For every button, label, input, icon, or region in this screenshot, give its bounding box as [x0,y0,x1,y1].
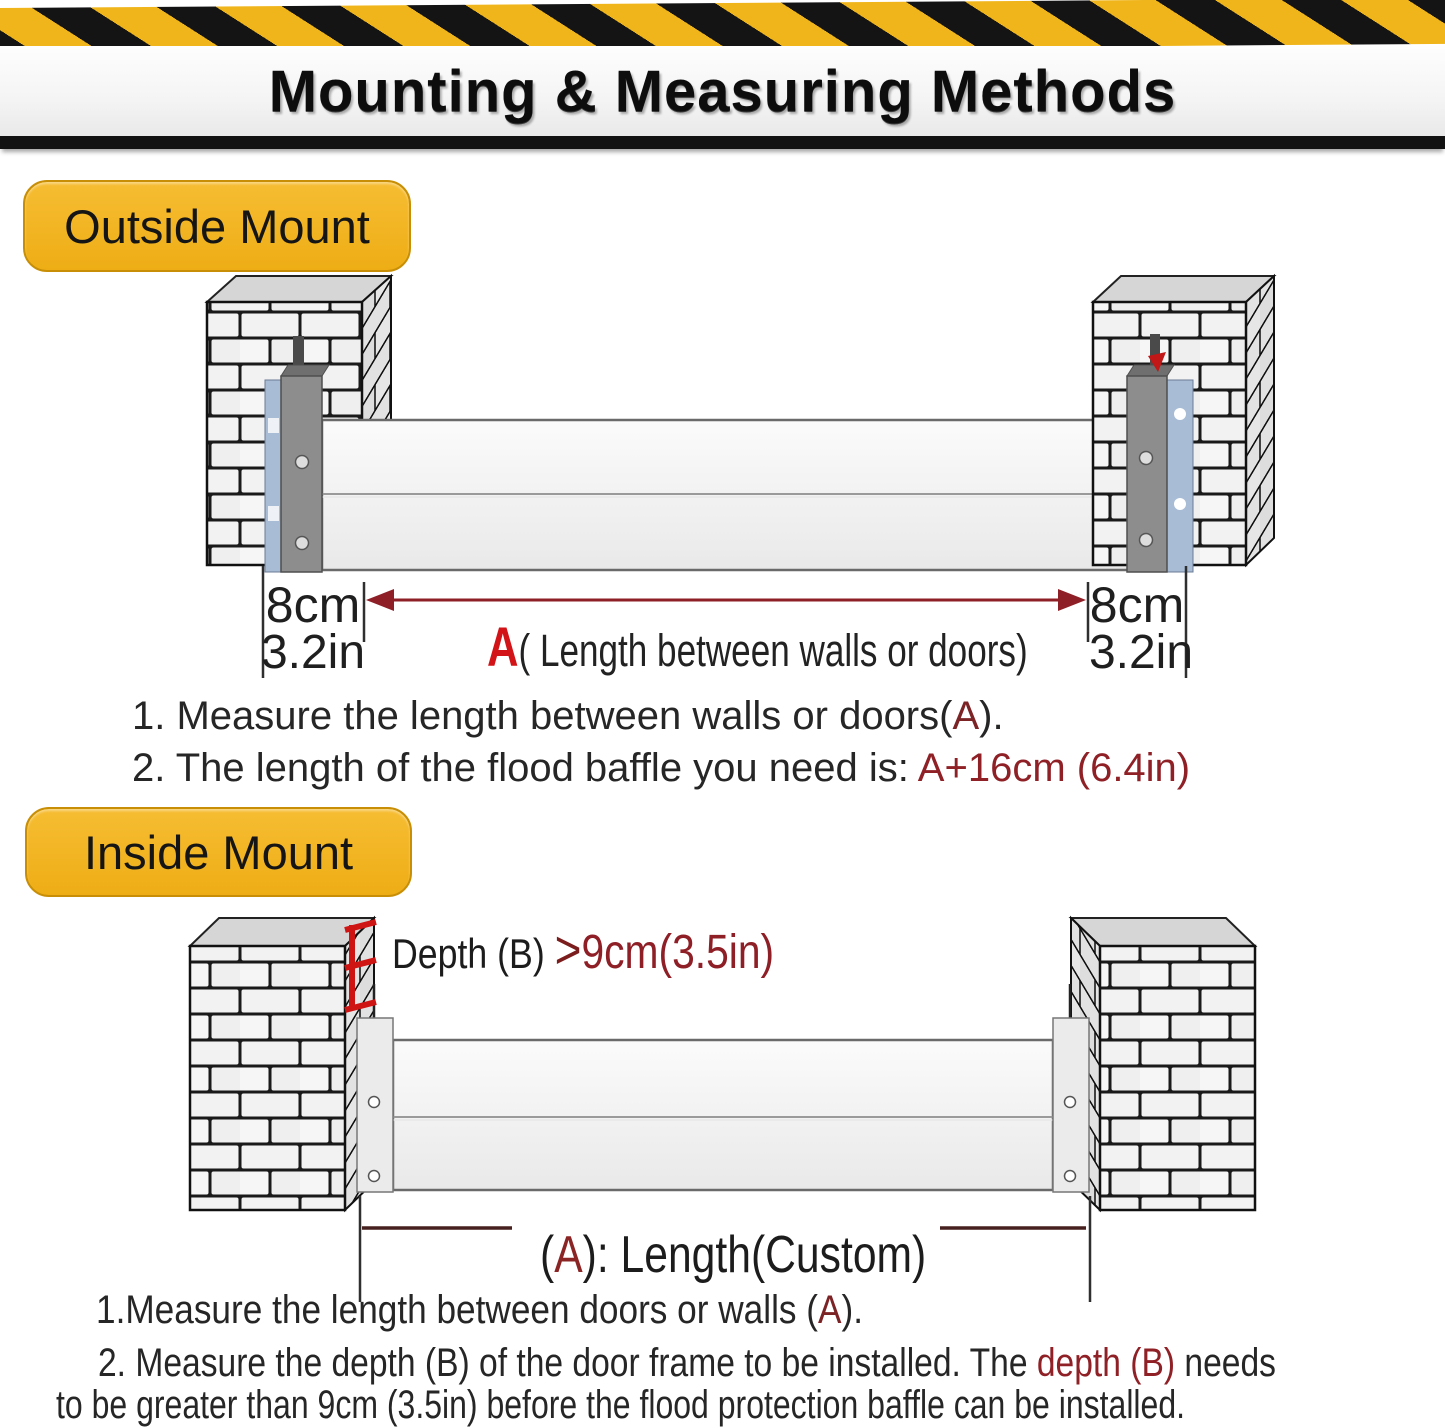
pillar-front-face [207,302,362,565]
depth-label: Depth (B) >9cm(3.5in) [392,919,775,980]
pillar-side-face [1071,918,1100,1210]
red-pointer-icon [1148,352,1166,372]
inside-barrier-panels [393,1040,1053,1190]
dim-right-in: 3.2in [1088,626,1194,679]
step-text: to be greater than 9cm (3.5in) before the flood protection baffle can be installed. [56,1383,1186,1427]
dim-right-cm: 8cm [1089,577,1185,633]
outside-bracket-right [1127,334,1193,572]
outside-barrier-panels [322,420,1132,570]
screw-hole [369,1171,380,1182]
outside-step-1 [132,694,1004,739]
step-text-accent: A+16cm (6.4in) [917,746,1191,790]
pillar-top-slab [1071,918,1255,946]
arrowhead-right-icon [1058,589,1086,611]
inside-left-pillar [190,918,374,1210]
pillar-top-slab [190,918,374,946]
screw-hole [1065,1171,1076,1182]
step-text-accent: A [817,1288,842,1332]
step-text: 1. Measure the length between walls or doors( [132,694,953,738]
bracket-bar [1127,376,1167,572]
seal-notch [268,418,279,433]
seal-notch [268,506,279,521]
outside-step-2 [132,746,1190,791]
pillar-side-face [362,276,391,565]
screw-hole [1140,534,1153,547]
inside-dimensions [360,1196,1090,1302]
length-custom-label: (A): Length(Custom) [540,1226,927,1285]
banner-divider-bar [0,136,1445,149]
inside-step-2-line-2 [56,1383,1445,1428]
pillar-side-face [345,918,374,1210]
span-length-label: A( Length between walls or doors) [487,615,1028,679]
bracket-bar [281,376,322,572]
bracket-seal-strip [1167,380,1193,572]
inside-mount-badge [25,807,412,897]
screw-hole [369,1097,380,1108]
title-band [0,46,1445,136]
bracket-top-cap [1127,365,1174,376]
step-text-accent: depth (B) [1036,1341,1176,1385]
outside-left-pillar [207,276,391,565]
inside-mount-badge-label: Inside Mount [83,825,354,879]
step-text: needs [1175,1341,1276,1385]
inside-step-1 [96,1288,968,1333]
bracket-top-cap [281,365,329,376]
outside-bracket-left [265,336,329,572]
screw-hole [296,537,309,550]
pillar-front-face [190,946,345,1210]
screw-hole [296,456,309,469]
arrowhead-left-icon [366,589,394,611]
dim-left-in: 3.2in [260,626,366,679]
outside-dimensions [261,566,1193,679]
pillar-top-slab [1093,276,1274,302]
outside-right-pillar [1093,276,1274,565]
pillar-front-face [1093,302,1246,565]
screw-hole [1140,452,1153,465]
outside-mount-badge [23,180,411,272]
dim-left-cm: 8cm [265,577,361,633]
step-text: 1.Measure the length between doors or walls ( [96,1288,818,1332]
screw-hole [1065,1097,1076,1108]
bracket-seal-strip [265,380,282,572]
outside-mount-badge-label: Outside Mount [64,199,370,253]
inside-right-pillar [1071,918,1255,1210]
step-text: ). [979,694,1004,738]
inside-mount-diagram [190,918,1255,1302]
barrier-panel [393,1040,1053,1190]
bracket-slot [293,336,304,382]
channel-bar [357,1018,393,1192]
outside-mount-diagram [207,276,1274,679]
inside-channel-left [357,984,393,1192]
barrier-panel [322,420,1132,570]
pillar-front-face [1100,946,1255,1210]
step-text-accent: A [952,694,980,738]
channel-bar [1053,1018,1089,1192]
bracket-slot [1150,334,1160,378]
inside-channel-right [1053,984,1089,1192]
depth-gauge-icon [345,922,376,1010]
step-text: 2. Measure the depth (B) of the door frame to be installed. The [98,1341,1037,1385]
step-text: ). [841,1288,863,1332]
pillar-side-face [1246,276,1274,565]
seal-notch [1174,498,1186,510]
seal-notch [1174,408,1186,420]
pillar-top-slab [207,276,391,302]
step-text: 2. The length of the flood baffle you need is: [132,746,918,790]
inside-step-2 [98,1341,1445,1386]
page-title: Mounting & Measuring Methods [268,58,1177,124]
